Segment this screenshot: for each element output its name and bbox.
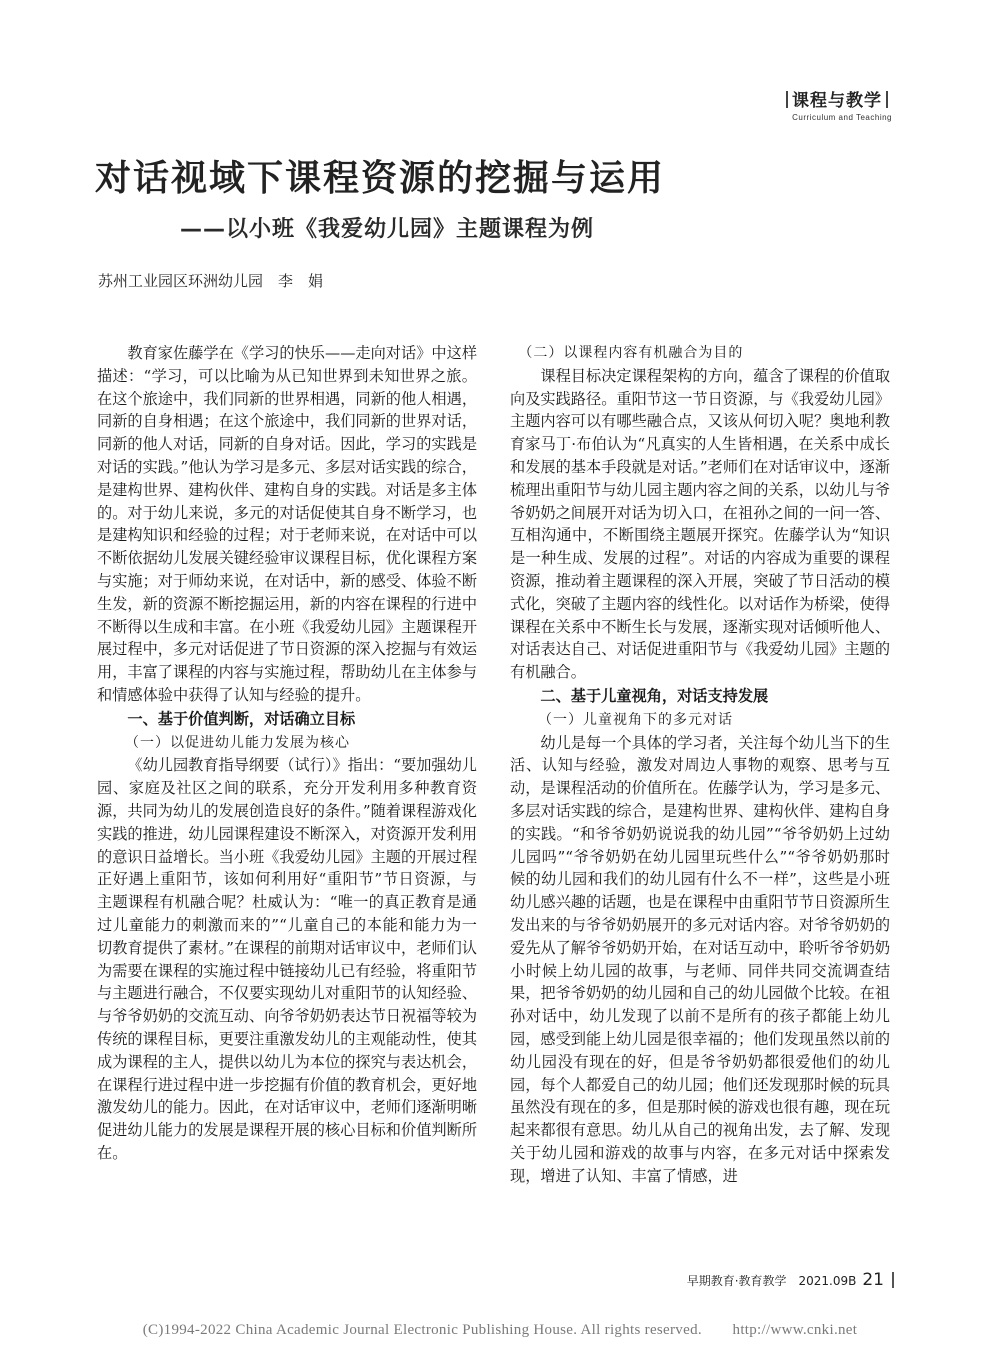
right-column <box>510 342 890 1187</box>
copyright-notice: (C)1994-2022 China Academic Journal Electronic Publishing House. All rights reserved. http://www.cnki.net <box>142 1322 858 1338</box>
section-tag-en: Curriculum and Teaching <box>792 113 892 122</box>
page-number: 21 <box>862 1270 884 1290</box>
subsection-heading: （一）儿童视角下的多元对话 <box>538 711 733 728</box>
journal-info: 早期教育·教育教学 2021.09B <box>686 1274 857 1288</box>
divider <box>892 1272 894 1288</box>
section-tag-cn <box>782 86 892 111</box>
paragraph: 《幼儿园教育指导纲要（试行）》指出：“要加强幼儿园、家庭及社区之间的联系，充分开发利用多种教育资源，共同为幼儿的发展创造良好的条件。”随着课程游戏化实践的推进，幼儿园课程建设不断深入，对资源开发利用的意识日益增长。当小班《我爱幼儿园》主题的开展过程正好遇上重阳节，该如何利用好“重阳节”节日资源，与主题课程有机融合呢？杜威认为：“唯一的真正教育是通过儿童能力的刺激而来的”“儿童自己的本能和能力为一切教育提供了素材。”在课程的前期对话审议中，老师们认为需要在课程的实施过程中链接幼儿已有经验，将重阳节与主题进行融合，不仅要实现幼儿对重阳节的认知经验、与爷爷奶奶的交流互动、向爷爷奶奶表达节日祝福等较为传统的课程目标，更要注重激发幼儿的主观能动性，使其成为课程的主人，提供以幼儿为本位的探究与表达机会，在课程行进过程中进一步挖掘有价值的教育机会，更好地激发幼儿的能力。因此，在对话审议中，老师们逐渐明晰促进幼儿能力的发展是课程开展的核心目标和价值判断所在。 <box>97 756 477 1162</box>
paragraph: 课程目标决定课程架构的方向，蕴含了课程的价值取向及实践路径。重阳节这一节日资源，与《我爱幼儿园》主题内容可以有哪些融合点，又该从何切入呢？奥地利教育家马丁·布伯认为“凡真实的人生皆相遇，在关系中成长和发展的基本手段就是对话。”老师们在对话审议中，逐渐梳理出重阳节与幼儿园主题内容之间的关系，以幼儿与爷爷奶奶之间展开对话为切入口，在祖孙之间的一问一答、互相沟通中，不断围绕主题展开探究。佐藤学认为“知识是一种生成、发展的过程”。对话的内容成为重要的课程资源，推动着主题课程的深入开展，突破了节日活动的模式化，突破了主题内容的线性化。以对话作为桥梁，使得课程在关系中不断生长与发展，逐渐实现对话倾听他人、对话表达自己、对话促进重阳节与《我爱幼儿园》主题的有机融合。 <box>510 366 890 682</box>
section-heading: 一、基于价值判断，对话确立目标 <box>127 709 356 728</box>
divider <box>886 91 888 108</box>
article-subtitle: ——以小班《我爱幼儿园》主题课程为例 <box>180 217 595 242</box>
article-title: 对话视域下课程资源的挖掘与运用 <box>95 158 666 199</box>
divider <box>786 91 788 108</box>
section-name: 课程与教学 <box>792 91 882 111</box>
subsection-heading: （二）以课程内容有机融合为目的 <box>518 345 744 361</box>
subsection-heading: （一）以促进幼儿能力发展为核心 <box>125 734 350 751</box>
paragraph: 教育家佐藤学在《学习的快乐——走向对话》中这样描述：“学习，可以比喻为从已知世界到未知世界之旅。在这个旅途中，我们同新的世界相遇，同新的他人相遇，同新的自身相遇；在这个旅途中，我们同新的世界对话，同新的他人对话，同新的自身对话。因此，学习的实践是对话的实践。”他认为学习是多元、多层对话实践的综合，是建构世界、建构伙伴、建构自身的实践。对话是多主体的。对于幼儿来说，多元的对话促使其自身不断学习，也是建构知识和经验的过程；对于老师来说，在对话中可以不断依据幼儿发展关键经验审议课程目标，优化课程方案与实施；对于师幼来说，在对话中，新的感受、体验不断生发，新的资源不断挖掘运用，新的内容在课程的行进中不断得以生成和丰富。在小班《我爱幼儿园》主题课程开展过程中，多元对话促进了节日资源的深入挖掘与有效运用，丰富了课程的内容与实施过程，帮助幼儿在主体参与和情感体验中获得了认知与经验的提升。 <box>97 344 477 704</box>
section-heading: 二、基于儿童视角，对话支持发展 <box>540 686 769 705</box>
author-line: 苏州工业园区环洲幼儿园 李 娟 <box>98 272 324 290</box>
section-tag <box>782 86 892 122</box>
page-footer <box>687 1270 894 1290</box>
paragraph: 幼儿是每一个具体的学习者，关注每个幼儿当下的生活、认知与经验，激发对周边人事物的观察、思考与互动，是课程活动的价值所在。佐藤学认为，学习是多元、多层对话实践的综合，是建构世界、建构伙伴、建构自身的实践。“和爷爷奶奶说说我的幼儿园”“爷爷奶奶上过幼儿园吗”“爷爷奶奶在幼儿园里玩些什么”“爷爷奶奶那时候的幼儿园和我们的幼儿园有什么不一样”，这些是小班幼儿感兴趣的话题，也是在课程中由重阳节节日资源所生发出来的与爷爷奶奶展开的多元对话内容。对爷爷奶奶的爱先从了解爷爷奶奶开始，在对话互动中，聆听爷爷奶奶小时候上幼儿园的故事，与老师、同伴共同交流调查结果，把爷爷奶奶的幼儿园和自己的幼儿园做个比较。在祖孙对话中，幼儿发现了以前不是所有的孩子都能上幼儿园，感受到能上幼儿园是很幸福的；他们发现虽然以前的幼儿园没有现在的好，但是爷爷奶奶都很爱他们的幼儿园，每个人都爱自己的幼儿园；他们还发现那时候的玩具虽然没有现在的多，但是那时候的游戏也很有趣，现在玩起来都很有意思。幼儿从自己的视角出发，去了解、发现关于幼儿园和游戏的故事与内容，在多元对话中探索发现，增进了认知、丰富了情感，进 <box>510 733 890 1185</box>
left-column <box>97 342 477 1165</box>
